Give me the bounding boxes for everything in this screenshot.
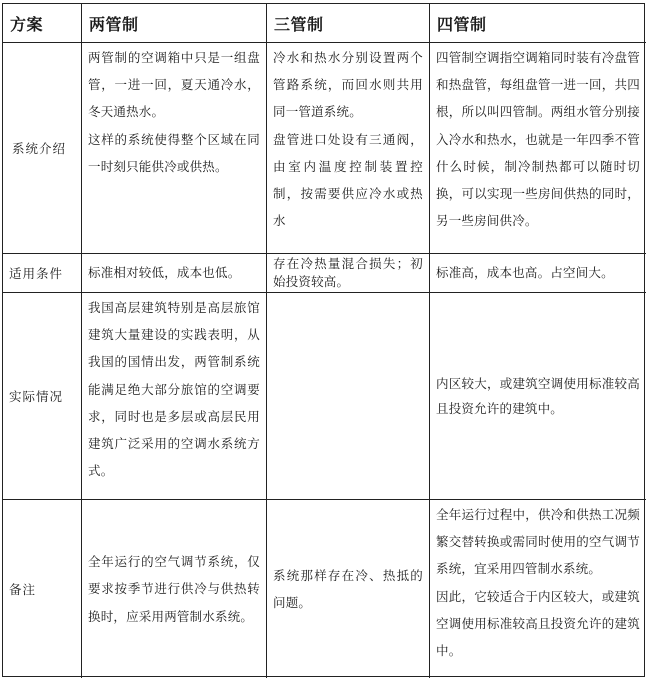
paragraph: 冷水和热水分别设置两个管路系统，而回水则共用同一管道系统。 <box>273 50 423 120</box>
cell-remarks-three-pipe <box>267 500 430 678</box>
paragraph: 两管制的空调箱中只是一组盘管，一进一回，夏天通冷水，冬天通热水。 <box>88 50 260 120</box>
paragraph: 全年运行的空气调节系统，仅要求按季节进行供冷与供热转换时，应采用两管制水系统。 <box>88 554 260 624</box>
paragraph: 全年运行过程中，供冷和供热工况频繁交替转换或需同时使用的空气调节系统，宜采用四管制水系统。 <box>436 507 640 577</box>
header-three-pipe: 三管制 <box>267 4 430 43</box>
paragraph: 四管制空调指空调箱同时装有冷盘管和热盘管，每组盘管一进一回，共四根，所以叫四管制。两组水管分别接入冷水和热水，也就是一年四季不管什么时候，制冷制热都可以随时切换，可以实现一些房间供热的同时，另一些房间供冷。 <box>436 50 640 229</box>
paragraph: 内区较大，或建筑空调使用标准较高且投资允许的建筑中。 <box>436 376 640 416</box>
header-four-pipe: 四管制 <box>430 4 646 43</box>
paragraph: 盘管进口处设有三通阀，由室内温度控制装置控制，按需要供应冷水或热水 <box>273 131 423 229</box>
cell-conditions-four-pipe: 标准高，成本也高。占空间大。 <box>430 254 646 293</box>
cell-actual-four-pipe <box>430 293 646 500</box>
cell-actual-two-pipe: 我国高层建筑特别是高层旅馆建筑大量建设的实践表明，从我国的国情出发，两管制系统能满足绝大部分旅馆的空调要求，同时也是多层或高层民用建筑广泛采用的空调水系统方式。 <box>82 293 267 500</box>
paragraph: 这样的系统使得整个区域在同一时刻只能供冷或供热。 <box>88 131 260 174</box>
header-two-pipe: 两管制 <box>82 4 267 43</box>
row-label-remarks: 备注 <box>3 500 82 678</box>
cell-system-intro-two-pipe <box>82 43 267 254</box>
comparison-table <box>2 3 645 677</box>
cell-remarks-two-pipe <box>82 500 267 678</box>
cell-conditions-two-pipe: 标准相对较低，成本也低。 <box>82 254 267 293</box>
header-scheme: 方案 <box>3 4 82 43</box>
row-label-system-intro: 系统介绍 <box>3 43 82 254</box>
cell-system-intro-four-pipe <box>430 43 646 254</box>
cell-actual-three-pipe <box>267 293 430 500</box>
paragraph: 系统那样存在冷、热抵的问题。 <box>273 567 423 610</box>
cell-system-intro-three-pipe <box>267 43 430 254</box>
row-label-actual-situation: 实际情况 <box>3 293 82 500</box>
cell-remarks-four-pipe <box>430 500 646 678</box>
paragraph: 因此，它较适合于内区较大，或建筑空调使用标准较高且投资允许的建筑中。 <box>436 588 640 659</box>
row-label-applicable-conditions: 适用条件 <box>3 254 82 293</box>
cell-conditions-three-pipe: 存在冷热量混合损失；初始投资较高。 <box>267 254 430 293</box>
